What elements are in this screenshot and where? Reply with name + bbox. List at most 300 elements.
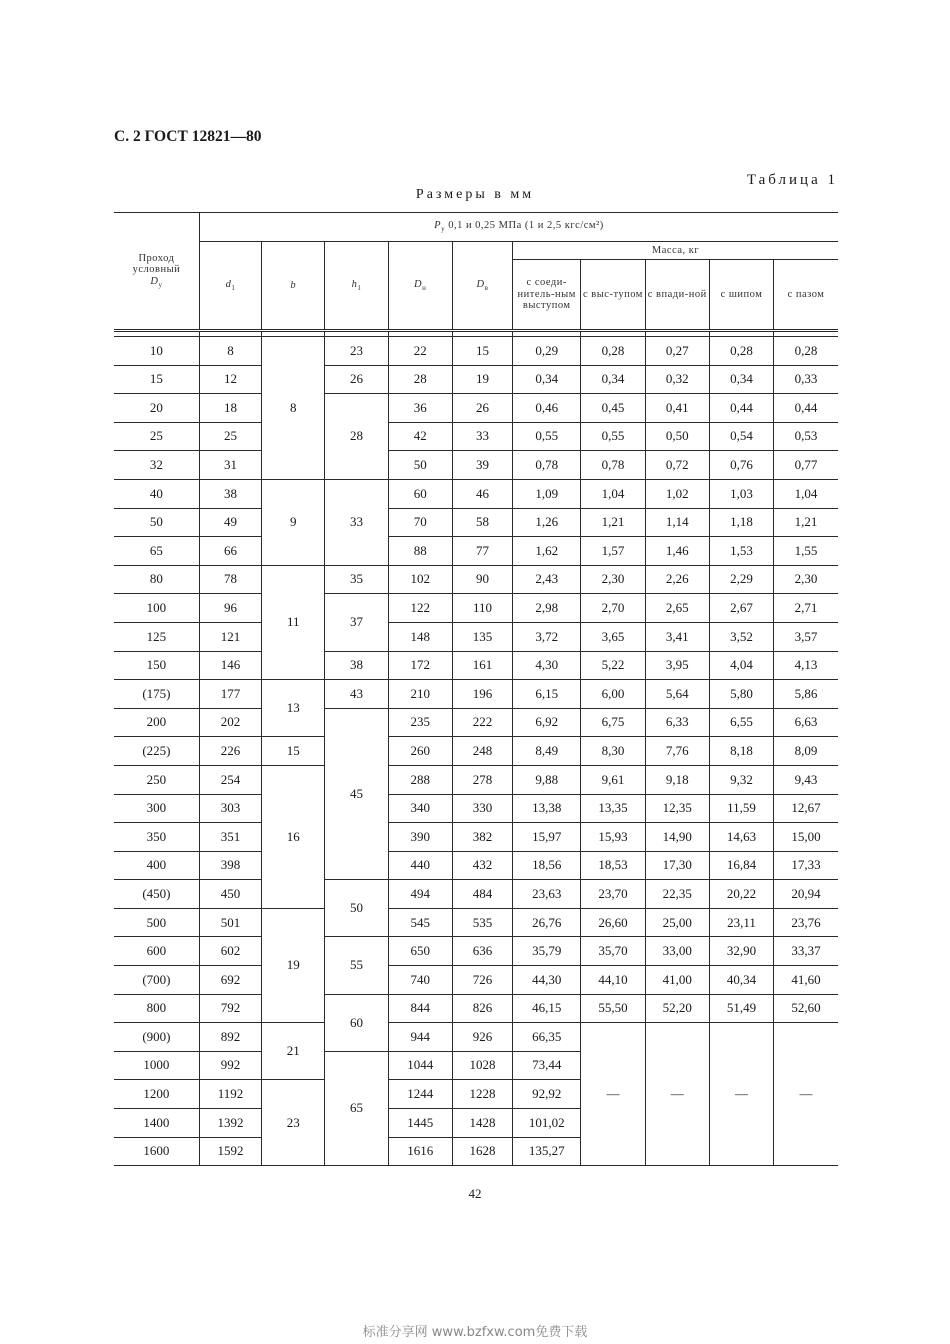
cell-mass-dash: — — [774, 1023, 838, 1166]
cell-dv: 90 — [452, 565, 512, 594]
cell-mass: 6,63 — [774, 708, 838, 737]
cell-mass: 0,32 — [645, 365, 709, 394]
cell-dy: 600 — [114, 937, 199, 966]
table-row — [114, 908, 838, 937]
cell-mass: 0,29 — [513, 337, 581, 366]
cell-dv: 161 — [452, 651, 512, 680]
cell-mass: 16,84 — [709, 851, 773, 880]
cell-dy: 25 — [114, 422, 199, 451]
table-row — [114, 823, 838, 852]
cell-b: 19 — [262, 908, 325, 1022]
cell-mass: 55,50 — [581, 994, 645, 1023]
cell-h1: 55 — [325, 937, 388, 994]
cell-mass: 1,46 — [645, 537, 709, 566]
cell-dn: 390 — [388, 823, 452, 852]
cell-mass: 3,52 — [709, 622, 773, 651]
cell-mass: 26,76 — [513, 908, 581, 937]
cell-mass: 9,43 — [774, 765, 838, 794]
cell-mass: 0,44 — [709, 394, 773, 423]
col-header-mass-3: с впади-ной — [645, 260, 709, 331]
cell-mass: 5,80 — [709, 680, 773, 709]
cell-mass: 0,72 — [645, 451, 709, 480]
cell-b: 9 — [262, 479, 325, 565]
cell-mass: 20,94 — [774, 880, 838, 909]
table-row — [114, 851, 838, 880]
cell-dn: 42 — [388, 422, 452, 451]
cell-d1: 146 — [199, 651, 261, 680]
cell-d1: 501 — [199, 908, 261, 937]
cell-mass: 1,55 — [774, 537, 838, 566]
cell-mass: 2,71 — [774, 594, 838, 623]
cell-d1: 692 — [199, 966, 261, 995]
cell-mass: 6,75 — [581, 708, 645, 737]
pressure-header: $P_y$ 0,1 и 0,25 МПа (1 и 2,5 кгс/см²) — [199, 213, 838, 242]
cell-mass: 0,46 — [513, 394, 581, 423]
cell-dy: (175) — [114, 680, 199, 709]
cell-dv: 1428 — [452, 1109, 512, 1138]
cell-dy: 400 — [114, 851, 199, 880]
cell-d1: 450 — [199, 880, 261, 909]
col-header-dv: $D_в$ — [452, 242, 512, 331]
cell-dy: (900) — [114, 1023, 199, 1052]
cell-d1: 892 — [199, 1023, 261, 1052]
cell-dv: 432 — [452, 851, 512, 880]
cell-d1: 202 — [199, 708, 261, 737]
cell-mass: 4,13 — [774, 651, 838, 680]
cell-mass: 1,14 — [645, 508, 709, 537]
cell-d1: 66 — [199, 537, 261, 566]
table-row — [114, 479, 838, 508]
cell-b: 21 — [262, 1023, 325, 1080]
cell-dv: 484 — [452, 880, 512, 909]
cell-mass: 20,22 — [709, 880, 773, 909]
table-row — [114, 537, 838, 566]
cell-mass: 2,30 — [774, 565, 838, 594]
cell-mass: 32,90 — [709, 937, 773, 966]
cell-mass: 0,77 — [774, 451, 838, 480]
cell-dn: 545 — [388, 908, 452, 937]
cell-h1: 35 — [325, 565, 388, 594]
cell-mass: 92,92 — [513, 1080, 581, 1109]
cell-mass: 0,34 — [581, 365, 645, 394]
cell-mass: 2,29 — [709, 565, 773, 594]
table-row — [114, 365, 838, 394]
col-header-dn: $D_н$ — [388, 242, 452, 331]
cell-h1: 45 — [325, 708, 388, 880]
cell-mass: 73,44 — [513, 1051, 581, 1080]
table-row — [114, 565, 838, 594]
cell-mass: 12,67 — [774, 794, 838, 823]
table-row — [114, 880, 838, 909]
table-name: Таблица 1 — [746, 172, 838, 188]
cell-mass: 41,60 — [774, 966, 838, 995]
cell-dy: 800 — [114, 994, 199, 1023]
cell-dy: 10 — [114, 337, 199, 366]
cell-dy: 32 — [114, 451, 199, 480]
cell-mass: 17,30 — [645, 851, 709, 880]
cell-dn: 1445 — [388, 1109, 452, 1138]
cell-mass: 0,78 — [581, 451, 645, 480]
cell-d1: 38 — [199, 479, 261, 508]
cell-mass: 3,57 — [774, 622, 838, 651]
col-header-dy: Проход условный $D_y$ — [114, 213, 199, 331]
cell-dy: 1400 — [114, 1109, 199, 1138]
cell-dn: 235 — [388, 708, 452, 737]
cell-dv: 222 — [452, 708, 512, 737]
cell-d1: 49 — [199, 508, 261, 537]
cell-dn: 70 — [388, 508, 452, 537]
flange-dimensions-table — [114, 212, 838, 1166]
col-header-d1: $d_1$ — [199, 242, 261, 331]
cell-mass: 1,21 — [581, 508, 645, 537]
cell-dv: 278 — [452, 765, 512, 794]
cell-mass: 0,28 — [774, 337, 838, 366]
cell-dn: 88 — [388, 537, 452, 566]
cell-mass: 6,33 — [645, 708, 709, 737]
table-row — [114, 937, 838, 966]
cell-dy: 100 — [114, 594, 199, 623]
cell-dy: 300 — [114, 794, 199, 823]
cell-mass: 35,79 — [513, 937, 581, 966]
cell-mass: 15,97 — [513, 823, 581, 852]
cell-mass: 35,70 — [581, 937, 645, 966]
cell-d1: 1392 — [199, 1109, 261, 1138]
cell-mass: 33,37 — [774, 937, 838, 966]
cell-h1: 23 — [325, 337, 388, 366]
cell-mass: 18,56 — [513, 851, 581, 880]
page-number: 42 — [468, 1186, 482, 1201]
watermark: 标准分享网 www.bzfxw.com免费下载 — [362, 1325, 588, 1340]
cell-mass: 1,04 — [581, 479, 645, 508]
cell-mass: 5,86 — [774, 680, 838, 709]
cell-dv: 196 — [452, 680, 512, 709]
cell-d1: 12 — [199, 365, 261, 394]
cell-dn: 210 — [388, 680, 452, 709]
cell-h1: 60 — [325, 994, 388, 1051]
cell-d1: 1192 — [199, 1080, 261, 1109]
cell-mass: 9,32 — [709, 765, 773, 794]
cell-d1: 177 — [199, 680, 261, 709]
cell-mass: 0,28 — [581, 337, 645, 366]
cell-d1: 96 — [199, 594, 261, 623]
cell-dn: 172 — [388, 651, 452, 680]
cell-dy: 65 — [114, 537, 199, 566]
cell-mass: 0,45 — [581, 394, 645, 423]
cell-mass: 3,41 — [645, 622, 709, 651]
table-row — [114, 966, 838, 995]
cell-dv: 636 — [452, 937, 512, 966]
cell-mass: 2,65 — [645, 594, 709, 623]
col-header-mass-1: с соеди-нитель-ным выступом — [513, 260, 581, 331]
cell-mass: 0,34 — [513, 365, 581, 394]
cell-h1: 50 — [325, 880, 388, 937]
cell-mass: 8,09 — [774, 737, 838, 766]
cell-mass: 0,55 — [513, 422, 581, 451]
cell-dv: 110 — [452, 594, 512, 623]
table-row — [114, 794, 838, 823]
cell-mass: 6,55 — [709, 708, 773, 737]
cell-dv: 58 — [452, 508, 512, 537]
cell-mass: 12,35 — [645, 794, 709, 823]
cell-d1: 602 — [199, 937, 261, 966]
cell-dv: 19 — [452, 365, 512, 394]
cell-mass: 5,64 — [645, 680, 709, 709]
table-row — [114, 622, 838, 651]
cell-mass: 1,02 — [645, 479, 709, 508]
cell-h1: 33 — [325, 479, 388, 565]
cell-dv: 826 — [452, 994, 512, 1023]
cell-mass: 8,49 — [513, 737, 581, 766]
cell-dn: 28 — [388, 365, 452, 394]
cell-dn: 340 — [388, 794, 452, 823]
cell-mass: 2,67 — [709, 594, 773, 623]
cell-mass: 0,78 — [513, 451, 581, 480]
cell-mass: 11,59 — [709, 794, 773, 823]
cell-d1: 18 — [199, 394, 261, 423]
cell-dv: 15 — [452, 337, 512, 366]
cell-mass: 0,44 — [774, 394, 838, 423]
table-row — [114, 680, 838, 709]
cell-d1: 8 — [199, 337, 261, 366]
cell-mass: 101,02 — [513, 1109, 581, 1138]
cell-b: 11 — [262, 565, 325, 679]
col-header-mass-5: с пазом — [774, 260, 838, 331]
cell-dv: 1628 — [452, 1137, 512, 1166]
cell-dy: 15 — [114, 365, 199, 394]
cell-mass: 26,60 — [581, 908, 645, 937]
table-row — [114, 994, 838, 1023]
cell-d1: 78 — [199, 565, 261, 594]
cell-mass: 4,30 — [513, 651, 581, 680]
cell-dn: 650 — [388, 937, 452, 966]
cell-mass: 135,27 — [513, 1137, 581, 1166]
cell-mass: 1,57 — [581, 537, 645, 566]
cell-mass: 17,33 — [774, 851, 838, 880]
cell-mass: 2,43 — [513, 565, 581, 594]
cell-mass: 3,65 — [581, 622, 645, 651]
cell-dn: 944 — [388, 1023, 452, 1052]
cell-mass-dash: — — [645, 1023, 709, 1166]
cell-dy: 250 — [114, 765, 199, 794]
cell-d1: 992 — [199, 1051, 261, 1080]
cell-dv: 135 — [452, 622, 512, 651]
cell-dn: 1616 — [388, 1137, 452, 1166]
cell-dv: 330 — [452, 794, 512, 823]
cell-mass: 1,18 — [709, 508, 773, 537]
cell-dy: 150 — [114, 651, 199, 680]
cell-h1: 43 — [325, 680, 388, 709]
col-header-mass-2: с выс-тупом — [581, 260, 645, 331]
cell-d1: 351 — [199, 823, 261, 852]
cell-mass-dash: — — [581, 1023, 645, 1166]
cell-mass: 23,11 — [709, 908, 773, 937]
cell-dv: 248 — [452, 737, 512, 766]
cell-dy: 1000 — [114, 1051, 199, 1080]
cell-mass: 23,76 — [774, 908, 838, 937]
cell-dn: 844 — [388, 994, 452, 1023]
cell-mass: 25,00 — [645, 908, 709, 937]
cell-h1: 28 — [325, 394, 388, 480]
cell-mass: 1,26 — [513, 508, 581, 537]
cell-mass: 9,18 — [645, 765, 709, 794]
cell-dv: 726 — [452, 966, 512, 995]
cell-mass: 2,70 — [581, 594, 645, 623]
cell-mass: 4,04 — [709, 651, 773, 680]
col-header-b: b — [262, 242, 325, 331]
cell-dy: 500 — [114, 908, 199, 937]
cell-dn: 1044 — [388, 1051, 452, 1080]
cell-d1: 398 — [199, 851, 261, 880]
cell-mass: 1,62 — [513, 537, 581, 566]
cell-dy: 125 — [114, 622, 199, 651]
cell-dn: 440 — [388, 851, 452, 880]
cell-dv: 382 — [452, 823, 512, 852]
cell-d1: 792 — [199, 994, 261, 1023]
cell-mass: 9,61 — [581, 765, 645, 794]
cell-dy: (450) — [114, 880, 199, 909]
cell-mass: 44,30 — [513, 966, 581, 995]
cell-mass: 23,70 — [581, 880, 645, 909]
cell-mass: 6,15 — [513, 680, 581, 709]
mass-header: Масса, кг — [513, 242, 838, 260]
cell-dv: 26 — [452, 394, 512, 423]
cell-mass: 0,41 — [645, 394, 709, 423]
cell-dn: 494 — [388, 880, 452, 909]
cell-d1: 31 — [199, 451, 261, 480]
cell-mass: 5,22 — [581, 651, 645, 680]
cell-h1: 65 — [325, 1051, 388, 1165]
cell-d1: 226 — [199, 737, 261, 766]
cell-mass: 1,03 — [709, 479, 773, 508]
cell-mass: 0,33 — [774, 365, 838, 394]
cell-dv: 535 — [452, 908, 512, 937]
cell-dn: 22 — [388, 337, 452, 366]
table-row — [114, 451, 838, 480]
cell-h1: 26 — [325, 365, 388, 394]
cell-dy: (700) — [114, 966, 199, 995]
cell-dn: 60 — [388, 479, 452, 508]
cell-mass: 15,93 — [581, 823, 645, 852]
cell-dn: 740 — [388, 966, 452, 995]
cell-mass: 9,88 — [513, 765, 581, 794]
cell-dn: 102 — [388, 565, 452, 594]
cell-mass: 18,53 — [581, 851, 645, 880]
cell-mass: 51,49 — [709, 994, 773, 1023]
table-row — [114, 651, 838, 680]
cell-mass: 8,18 — [709, 737, 773, 766]
cell-dv: 33 — [452, 422, 512, 451]
table-row — [114, 737, 838, 766]
cell-b: 23 — [262, 1080, 325, 1166]
cell-mass: 2,30 — [581, 565, 645, 594]
cell-mass: 0,54 — [709, 422, 773, 451]
cell-dy: (225) — [114, 737, 199, 766]
cell-mass: 14,90 — [645, 823, 709, 852]
cell-dy: 350 — [114, 823, 199, 852]
units-caption: Размеры в мм — [415, 187, 535, 202]
cell-mass: 66,35 — [513, 1023, 581, 1052]
cell-dv: 39 — [452, 451, 512, 480]
cell-mass: 6,00 — [581, 680, 645, 709]
cell-mass: 2,26 — [645, 565, 709, 594]
cell-mass: 33,00 — [645, 937, 709, 966]
cell-b: 8 — [262, 337, 325, 480]
table-row — [114, 394, 838, 423]
table-row — [114, 508, 838, 537]
cell-mass: 6,92 — [513, 708, 581, 737]
cell-dn: 148 — [388, 622, 452, 651]
cell-dv: 926 — [452, 1023, 512, 1052]
table-row — [114, 422, 838, 451]
cell-mass: 0,76 — [709, 451, 773, 480]
cell-dn: 122 — [388, 594, 452, 623]
table-row — [114, 765, 838, 794]
cell-d1: 1592 — [199, 1137, 261, 1166]
cell-dy: 40 — [114, 479, 199, 508]
table-row — [114, 337, 838, 366]
cell-dy: 1200 — [114, 1080, 199, 1109]
cell-dy: 1600 — [114, 1137, 199, 1166]
cell-dy: 50 — [114, 508, 199, 537]
cell-dy: 80 — [114, 565, 199, 594]
cell-mass: 52,60 — [774, 994, 838, 1023]
table-row — [114, 594, 838, 623]
cell-mass: 1,21 — [774, 508, 838, 537]
cell-mass: 2,98 — [513, 594, 581, 623]
cell-mass: 3,95 — [645, 651, 709, 680]
cell-mass: 0,53 — [774, 422, 838, 451]
cell-d1: 25 — [199, 422, 261, 451]
cell-d1: 303 — [199, 794, 261, 823]
cell-dn: 260 — [388, 737, 452, 766]
cell-mass: 46,15 — [513, 994, 581, 1023]
cell-mass: 23,63 — [513, 880, 581, 909]
cell-b: 13 — [262, 680, 325, 737]
cell-mass: 44,10 — [581, 966, 645, 995]
cell-b: 16 — [262, 765, 325, 908]
document-header: С. 2 ГОСТ 12821—80 — [114, 128, 262, 145]
cell-dn: 288 — [388, 765, 452, 794]
cell-dv: 1228 — [452, 1080, 512, 1109]
cell-mass: 7,76 — [645, 737, 709, 766]
cell-b: 15 — [262, 737, 325, 766]
cell-dy: 20 — [114, 394, 199, 423]
cell-mass: 22,35 — [645, 880, 709, 909]
cell-d1: 254 — [199, 765, 261, 794]
cell-h1: 38 — [325, 651, 388, 680]
cell-mass: 0,28 — [709, 337, 773, 366]
cell-dv: 1028 — [452, 1051, 512, 1080]
cell-mass: 13,35 — [581, 794, 645, 823]
cell-mass: 3,72 — [513, 622, 581, 651]
cell-mass: 0,34 — [709, 365, 773, 394]
cell-dv: 46 — [452, 479, 512, 508]
cell-mass: 15,00 — [774, 823, 838, 852]
cell-dn: 36 — [388, 394, 452, 423]
cell-mass: 0,27 — [645, 337, 709, 366]
cell-dy: 200 — [114, 708, 199, 737]
cell-dn: 50 — [388, 451, 452, 480]
col-header-mass-4: с шипом — [709, 260, 773, 331]
table-row — [114, 1023, 838, 1052]
col-header-h1: $h_1$ — [325, 242, 388, 331]
cell-mass: 8,30 — [581, 737, 645, 766]
cell-dn: 1244 — [388, 1080, 452, 1109]
cell-mass: 52,20 — [645, 994, 709, 1023]
cell-mass: 1,04 — [774, 479, 838, 508]
cell-mass: 40,34 — [709, 966, 773, 995]
table-row — [114, 708, 838, 737]
